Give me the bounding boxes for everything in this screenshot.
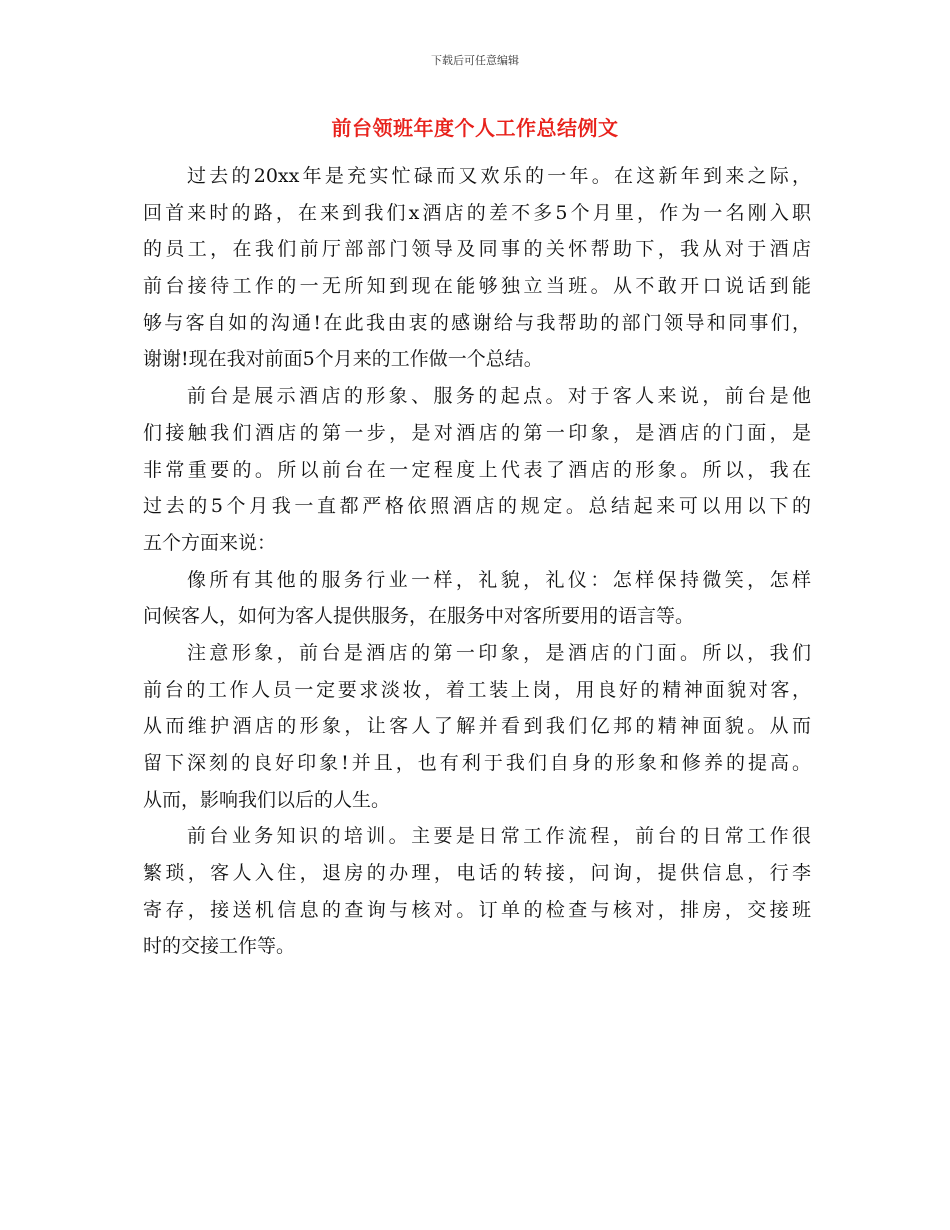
paragraph-line: 前台接待工作的一无所知到现在能够独立当班。从不敢开口说话到能 [143,275,811,298]
paragraph-4 [143,635,811,818]
paragraph-line: 从而维护酒店的形象，让客人了解并看到我们亿邦的精神面貌。从而 [143,715,811,738]
paragraph-5 [143,818,811,965]
paragraph-line: 回首来时的路，在来到我们x酒店的差不多5个月里，作为一名刚入职 [143,201,811,224]
document-title: 前台领班年度个人工作总结例文 [331,116,619,140]
paragraph-line: 前台业务知识的培训。主要是日常工作流程，前台的日常工作很 [187,825,811,848]
paragraph-line: 非常重要的。所以前台在一定程度上代表了酒店的形象。所以，我在 [143,458,811,481]
paragraph-line: 前台的工作人员一定要求淡妆，着工装上岗，用良好的精神面貌对客， [143,678,811,701]
paragraph-line: 五个方面来说： [143,531,277,554]
paragraph-2 [143,378,811,561]
paragraph-line: 像所有其他的服务行业一样，礼貌，礼仪：怎样保持微笑，怎样 [187,568,811,591]
paragraph-line: 们接触我们酒店的第一步，是对酒店的第一印象，是酒店的门面，是 [143,421,811,444]
paragraph-3 [143,562,811,635]
paragraph-line: 过去的20xx年是充实忙碌而又欢乐的一年。在这新年到来之际， [187,165,811,187]
paragraph-line: 谢谢!现在我对前面5个月来的工作做一个总结。 [143,348,543,371]
paragraph-line: 的员工，在我们前厅部部门领导及同事的关怀帮助下，我从对于酒店 [143,238,811,261]
document-body [143,158,811,965]
paragraph-1 [143,158,811,378]
paragraph-line: 从而，影响我们以后的人生。 [143,788,391,811]
paragraph-line: 前台是展示酒店的形象、服务的起点。对于客人来说，前台是他 [187,385,811,408]
page-header: 下载后可任意编辑 [431,54,519,67]
paragraph-line: 时的交接工作等。 [143,935,296,958]
paragraph-line: 注意形象，前台是酒店的第一印象，是酒店的门面。所以，我们 [187,641,811,664]
paragraph-line: 够与客自如的沟通!在此我由衷的感谢给与我帮助的部门领导和同事们， [143,311,811,334]
paragraph-line: 繁琐，客人入住，退房的办理，电话的转接，问询，提供信息，行李 [143,862,811,885]
paragraph-line: 留下深刻的良好印象!并且，也有利于我们自身的形象和修养的提高。 [143,752,811,774]
paragraph-line: 问候客人，如何为客人提供服务，在服务中对客所要用的语言等。 [143,605,695,628]
paragraph-line: 寄存，接送机信息的查询与核对。订单的检查与核对，排房，交接班 [143,898,811,921]
paragraph-line: 过去的5个月我一直都严格依照酒店的规定。总结起来可以用以下的 [143,495,811,518]
